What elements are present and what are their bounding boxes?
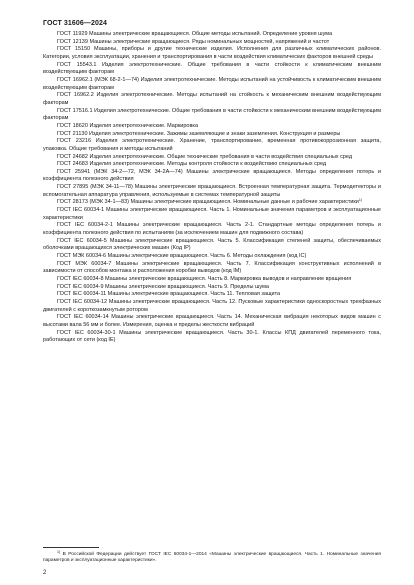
reference-item: ГОСТ 23216 Изделия электротехнические. Хранение, транспортирование, временная противокоррозионная защита, упаковка. Общие требования и методы испытаний (43, 138, 381, 152)
page-number: 2 (43, 570, 47, 576)
reference-item: ГОСТ 18620 Изделия электротехнические. Маркировка (57, 122, 198, 129)
reference-item: ГОСТ 24682 Изделия электротехнические. Общие технические требования в части воздействия специальных сред (57, 153, 353, 160)
reference-item: ГОСТ IEC 60034-5 Машины электрические вращающиеся. Часть 5. Классификация степеней защиты, обеспечиваемых оболочками вращающихся электрических машин (Код IP) (43, 237, 381, 252)
reference-item: ГОСТ IEC 60034-8 Машины электрические вращающиеся. Часть 8. Маркировка выводов и направление вращения (57, 276, 352, 282)
reference-item: ГОСТ IEC 60034-1 Машины электрические вращающиеся. Часть 1. Номинальные значения параметров и эксплуатационные характеристики (43, 207, 381, 221)
footnote-marker: 1) (57, 550, 61, 554)
footnote-text: В Российской Федерации действует ГОСТ IEC 60034-1—2014 «Машины электрические вращающиеся. Часть 1. Номинальные значения параметров и эксплуатационные характеристики». (43, 552, 381, 564)
reference-item: ГОСТ МЭК 60034-6 Машины электрические вращающиеся. Часть 6. Методы охлаждения (код IC) (57, 253, 307, 260)
reference-item-with-footnote (43, 199, 381, 207)
reference-item: ГОСТ IEC 60034-9 Машины электрические вращающиеся. Часть 9. Пределы шума (57, 283, 269, 290)
reference-item: ГОСТ 15150 Машины, приборы и другие технические изделия. Исполнения для различных климатических районов. Категории, условия эксплуатации, хранения и транспортирования в части воздействия климатических факторов внешней среды (43, 46, 381, 60)
reference-item: ГОСТ 12139 Машины электрические вращающиеся. Ряды номинальных мощностей, напряжений и частот (57, 38, 330, 45)
standard-number-header: ГОСТ 31606—2024 (43, 20, 107, 27)
reference-item: ГОСТ IEC 60034-14 Машины электрические вращающиеся. Часть 14. Механическая вибрация некоторых видов машин с высотами вала 56 мм и более. Измерения, оценка и пределы жесткости вибраций (43, 314, 381, 328)
reference-item: ГОСТ 16962.2 Изделия электротехнические. Методы испытаний на стойкость к механическим внешним воздействующим факторам (43, 92, 381, 106)
reference-item: ГОСТ 15543.1 Изделия электротехнические. Общие требования в части стойкости к климатическим внешним воздействующим факторам (43, 61, 381, 76)
reference-item: ГОСТ 24683 Изделия электротехнические. Методы контроля стойкости к воздействию специальных сред (57, 161, 327, 168)
reference-item: ГОСТ 17516.1 Изделия электротехнические. Общие требования в части стойкости к механическим внешним воздействующим факторам (43, 107, 381, 122)
reference-item: ГОСТ IEC 60034-2-1 Машины электрические вращающиеся. Часть 2-1. Стандартные методы определения потерь и коэффициента полезного действия по испытаниям (за исключением машин для подвижного состава) (43, 222, 381, 237)
reference-item: ГОСТ 11929 Машины электрические вращающиеся. Общие методы испытаний. Определение уровня шума (57, 31, 333, 37)
reference-item: ГОСТ IEC 60034-30-1 Машины электрические вращающиеся. Часть 30-1. Классы КПД двигателей переменного тока, работающих от сети (код IE) (43, 329, 381, 344)
reference-text: ГОСТ 28173 (МЭК 34-1—83) Машины электрические вращающиеся. Номинальные данные и рабочие характеристики (57, 199, 359, 206)
reference-item: ГОСТ МЭК 60034-7 Машины электрические вращающиеся. Часть 7. Классификация конструктивных исполнений в зависимости от способов монтажа и расположения коробки выводов (код IM) (43, 260, 381, 275)
reference-item: ГОСТ IEC 60034-12 Машины электрические вращающиеся. Часть 12. Пусковые характеристики односкоростных трехфазных двигателей с короткозамкнутым ротором (43, 298, 381, 313)
footnote (43, 552, 381, 565)
reference-item: ГОСТ 16962.1 (МЭК 68-2-1—74) Изделия электротехнические. Методы испытаний на устойчивость к климатическим внешним воздействующим факторам (43, 76, 381, 91)
reference-item: ГОСТ 21130 Изделия электротехнические. Зажимы заземляющие и знаки заземления. Конструкция и размеры (57, 130, 341, 137)
footnote-marker: 1) (358, 198, 363, 203)
reference-item: ГОСТ 27895 (МЭК 34-11—78) Машины электрические вращающиеся. Встроенная температурная защита. Термодетекторы и вспомогательная аппаратура управления, используемые в системах температурной защиты (43, 184, 381, 198)
footnote-separator (43, 547, 99, 548)
reference-item: ГОСТ 25941 (МЭК 34-2—72, МЭК 34-2А—74) Машины электрические вращающиеся. Методы определения потерь и коэффициента полезного действия (43, 168, 381, 183)
reference-item: ГОСТ IEC 60034-11 Машины электрические вращающиеся. Часть 11. Тепловая защита (57, 291, 281, 298)
normative-references-list (43, 31, 381, 345)
